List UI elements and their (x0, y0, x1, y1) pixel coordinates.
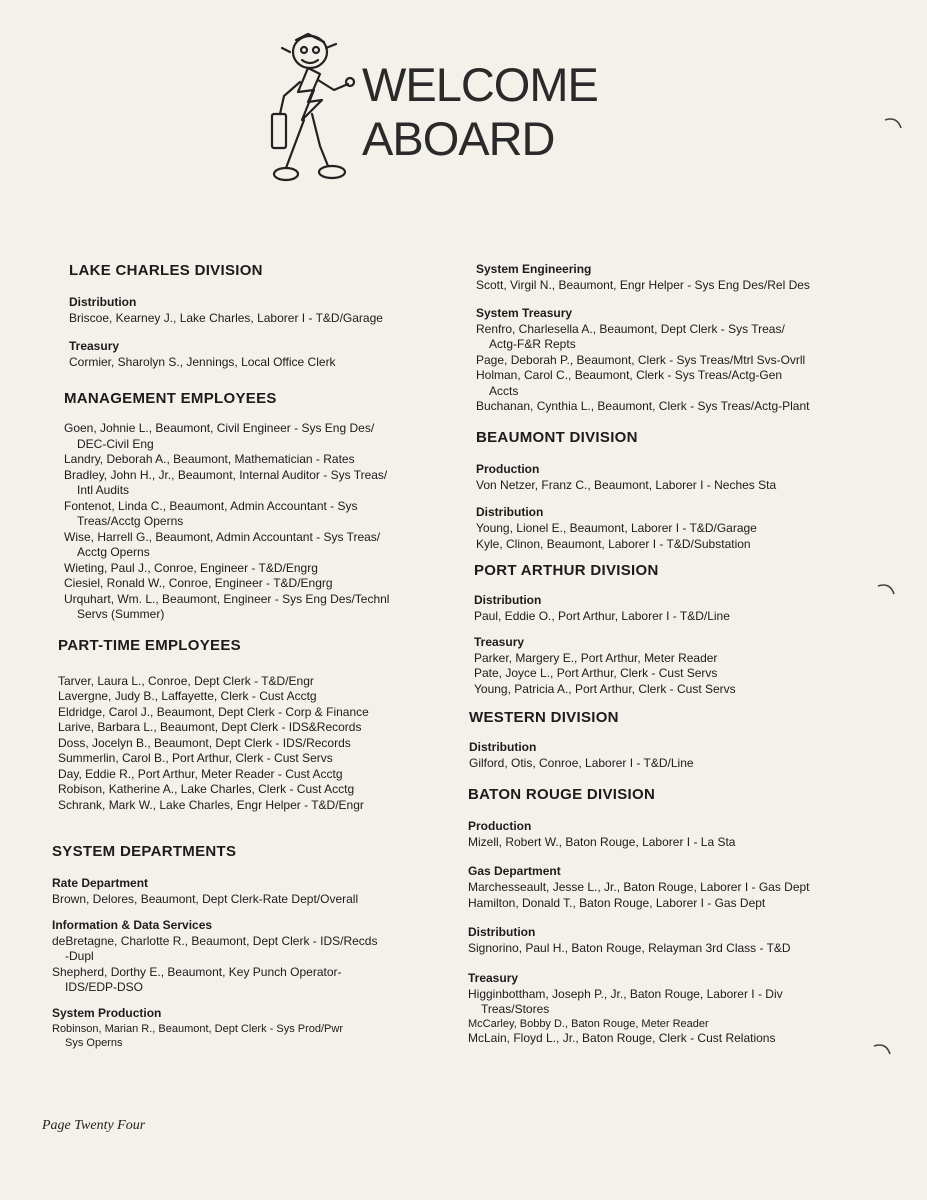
dept-heading: Distribution (476, 505, 544, 519)
dept-heading: Treasury (468, 970, 519, 985)
beaumont-division (464, 429, 864, 553)
system-engineering (464, 262, 864, 294)
dept-heading: Treasury (69, 338, 120, 353)
binder-hole-mark (883, 112, 905, 134)
dept-heading: System Treasury (476, 305, 573, 320)
employee-entry (64, 530, 445, 561)
entry-line: Shepherd, Dorthy E., Beaumont, Key Punch Operator- (52, 964, 342, 979)
dept-heading: Distribution (469, 740, 537, 754)
division-heading: PART-TIME EMPLOYEES (58, 636, 241, 654)
dept-heading: Rate Department (52, 876, 149, 890)
employee-entry: Buchanan, Cynthia L., Beaumont, Clerk - Sys Treas/Actg-Plant (476, 399, 810, 413)
employee-entry (64, 499, 445, 530)
page-number: Page Twenty Four (42, 1118, 146, 1133)
system-treasury (464, 306, 864, 415)
entry-continuation: Sys Operns (65, 1036, 123, 1049)
entry-line: Robinson, Marian R., Beaumont, Dept Clerk - Sys Prod/Pwr (52, 1022, 344, 1035)
employee-entry: Parker, Margery E., Port Arthur, Meter Reader (474, 650, 718, 665)
employee-entry: Marchesseault, Jesse L., Jr., Baton Rouge, Laborer I - Gas Dept (468, 880, 810, 894)
entry-line: Wise, Harrell G., Beaumont, Admin Accountant - Sys Treas/ (64, 529, 381, 544)
employee-entry: McCarley, Bobby D., Baton Rouge, Meter Reader (468, 1017, 709, 1030)
employee-entry: Hamilton, Donald T., Baton Rouge, Laborer I - Gas Dept (468, 895, 766, 910)
employee-entry: Signorino, Paul H., Baton Rouge, Relayman 3rd Class - T&D (468, 941, 791, 955)
employee-entry (52, 934, 445, 965)
employee-entry: Doss, Jocelyn B., Beaumont, Dept Clerk - IDS/Records (58, 735, 351, 750)
right-column (464, 262, 864, 1046)
employee-entry: Young, Lionel E., Beaumont, Laborer I - T&D/Garage (476, 521, 757, 535)
entry-continuation: Treas/Stores (481, 1002, 550, 1016)
dept-heading: Treasury (474, 634, 525, 649)
division-heading: PORT ARTHUR DIVISION (474, 562, 659, 579)
dept-heading: Production (476, 461, 540, 476)
entry-line: Goen, Johnie L., Beaumont, Civil Engineer - Sys Eng Des/ (64, 421, 375, 435)
baton-rouge-division (464, 786, 864, 1047)
part-time-employees (50, 637, 445, 814)
entry-continuation: Actg-F&R Repts (489, 337, 576, 351)
division-heading: WESTERN DIVISION (469, 709, 619, 726)
employee-entry: Schrank, Mark W., Lake Charles, Engr Helper - T&D/Engr (58, 797, 364, 812)
employee-entry (64, 468, 445, 499)
entry-continuation: Accts (489, 383, 519, 398)
binder-hole-mark (872, 1038, 894, 1060)
employee-entry (468, 987, 864, 1018)
entry-continuation: Servs (Summer) (77, 607, 165, 621)
employee-entry (52, 1022, 445, 1050)
entry-continuation: IDS/EDP-DSO (65, 980, 144, 994)
welcome-title (362, 58, 598, 166)
entry-line: Holman, Carol C., Beaumont, Clerk - Sys Treas/Actg-Gen (476, 368, 783, 382)
entry-continuation: Acctg Operns (77, 545, 150, 559)
entry-continuation: DEC-Civil Eng (77, 436, 154, 451)
western-division (464, 709, 864, 772)
employee-entry: Scott, Virgil N., Beaumont, Engr Helper - Sys Eng Des/Rel Des (476, 278, 810, 292)
employee-entry (64, 592, 445, 623)
employee-entry: Cormier, Sharolyn S., Jennings, Local Office Clerk (69, 354, 336, 369)
dept-heading: Gas Department (468, 864, 561, 878)
entry-continuation: -Dupl (65, 949, 94, 963)
employee-entry (476, 368, 864, 399)
lake-charles-division (50, 262, 445, 370)
employee-entry: Ciesiel, Ronald W., Conroe, Engineer - T&D/Engrg (64, 576, 333, 590)
division-heading: BEAUMONT DIVISION (476, 428, 638, 446)
dept-heading: Distribution (468, 925, 536, 939)
entry-line: Fontenot, Linda C., Beaumont, Admin Accountant - Sys (64, 498, 358, 513)
entry-continuation: Intl Audits (77, 483, 130, 497)
employee-entry: Von Netzer, Franz C., Beaumont, Laborer I - Neches Sta (476, 477, 777, 492)
employee-entry: Young, Patricia A., Port Arthur, Clerk - Cust Servs (474, 681, 736, 696)
employee-entry: Brown, Delores, Beaumont, Dept Clerk-Rate Dept/Overall (52, 892, 359, 906)
employee-entry: Pate, Joyce L., Port Arthur, Clerk - Cust Servs (474, 666, 718, 680)
title-line-2: ABOARD (362, 112, 555, 165)
title-line-1: WELCOME (362, 58, 598, 111)
entry-continuation: Treas/Acctg Operns (77, 514, 184, 528)
employee-entry: Page, Deborah P., Beaumont, Clerk - Sys Treas/Mtrl Svs-Ovrll (476, 352, 806, 367)
dept-heading: Production (468, 818, 532, 833)
employee-entry: Summerlin, Carol B., Port Arthur, Clerk - Cust Servs (58, 751, 333, 765)
dept-heading: Information & Data Services (52, 917, 213, 932)
dept-heading: Distribution (474, 593, 542, 607)
employee-entry: Kyle, Clinon, Beaumont, Laborer I - T&D/Substation (476, 536, 751, 551)
employee-entry: Paul, Eddie O., Port Arthur, Laborer I - T&D/Line (474, 609, 730, 623)
management-employees (50, 390, 445, 623)
entry-line: Higginbottham, Joseph P., Jr., Baton Rouge, Laborer I - Div (468, 986, 783, 1001)
employee-entry (64, 421, 445, 452)
port-arthur-division (464, 562, 864, 697)
left-column (50, 262, 445, 1050)
entry-line: Bradley, John H., Jr., Beaumont, Internal Auditor - Sys Treas/ (64, 467, 388, 482)
dept-heading: Distribution (69, 295, 137, 309)
employee-entry: Eldridge, Carol J., Beaumont, Dept Clerk - Corp & Finance (58, 704, 369, 719)
entry-line: Urquhart, Wm. L., Beaumont, Engineer - Sys Eng Des/Technl (64, 591, 390, 606)
dept-heading: System Production (52, 1005, 162, 1020)
division-heading: MANAGEMENT EMPLOYEES (64, 390, 277, 407)
mascot-illustration (268, 30, 360, 188)
employee-entry (52, 965, 445, 996)
division-heading: BATON ROUGE DIVISION (468, 785, 656, 803)
employee-entry: Lavergne, Judy B., Laffayette, Clerk - Cust Acctg (58, 689, 317, 703)
entry-line: deBretagne, Charlotte R., Beaumont, Dept Clerk - IDS/Recds (52, 933, 378, 948)
employee-entry: Mizell, Robert W., Baton Rouge, Laborer I - La Sta (468, 834, 736, 849)
employee-entry: McLain, Floyd L., Jr., Baton Rouge, Clerk - Cust Relations (468, 1030, 776, 1045)
entry-line: Renfro, Charlesella A., Beaumont, Dept Clerk - Sys Treas/ (476, 321, 785, 336)
division-heading: LAKE CHARLES DIVISION (69, 262, 263, 279)
employee-entry: Landry, Deborah A., Beaumont, Mathematician - Rates (64, 452, 355, 466)
dept-heading: System Engineering (476, 262, 592, 276)
employee-entry: Briscoe, Kearney J., Lake Charles, Laborer I - T&D/Garage (69, 311, 383, 325)
employee-entry: Robison, Katherine A., Lake Charles, Clerk - Cust Acctg (58, 782, 355, 796)
division-heading: SYSTEM DEPARTMENTS (52, 843, 237, 860)
employee-entry: Gilford, Otis, Conroe, Laborer I - T&D/Line (469, 756, 694, 770)
system-departments (50, 843, 445, 1050)
employee-entry: Wieting, Paul J., Conroe, Engineer - T&D/Engrg (64, 560, 318, 575)
employee-entry: Day, Eddie R., Port Arthur, Meter Reader - Cust Acctg (58, 766, 343, 781)
employee-entry (476, 322, 864, 353)
employee-entry: Tarver, Laura L., Conroe, Dept Clerk - T&D/Engr (58, 673, 314, 688)
binder-hole-mark (876, 578, 898, 600)
employee-entry: Larive, Barbara L., Beaumont, Dept Clerk - IDS&Records (58, 720, 362, 734)
